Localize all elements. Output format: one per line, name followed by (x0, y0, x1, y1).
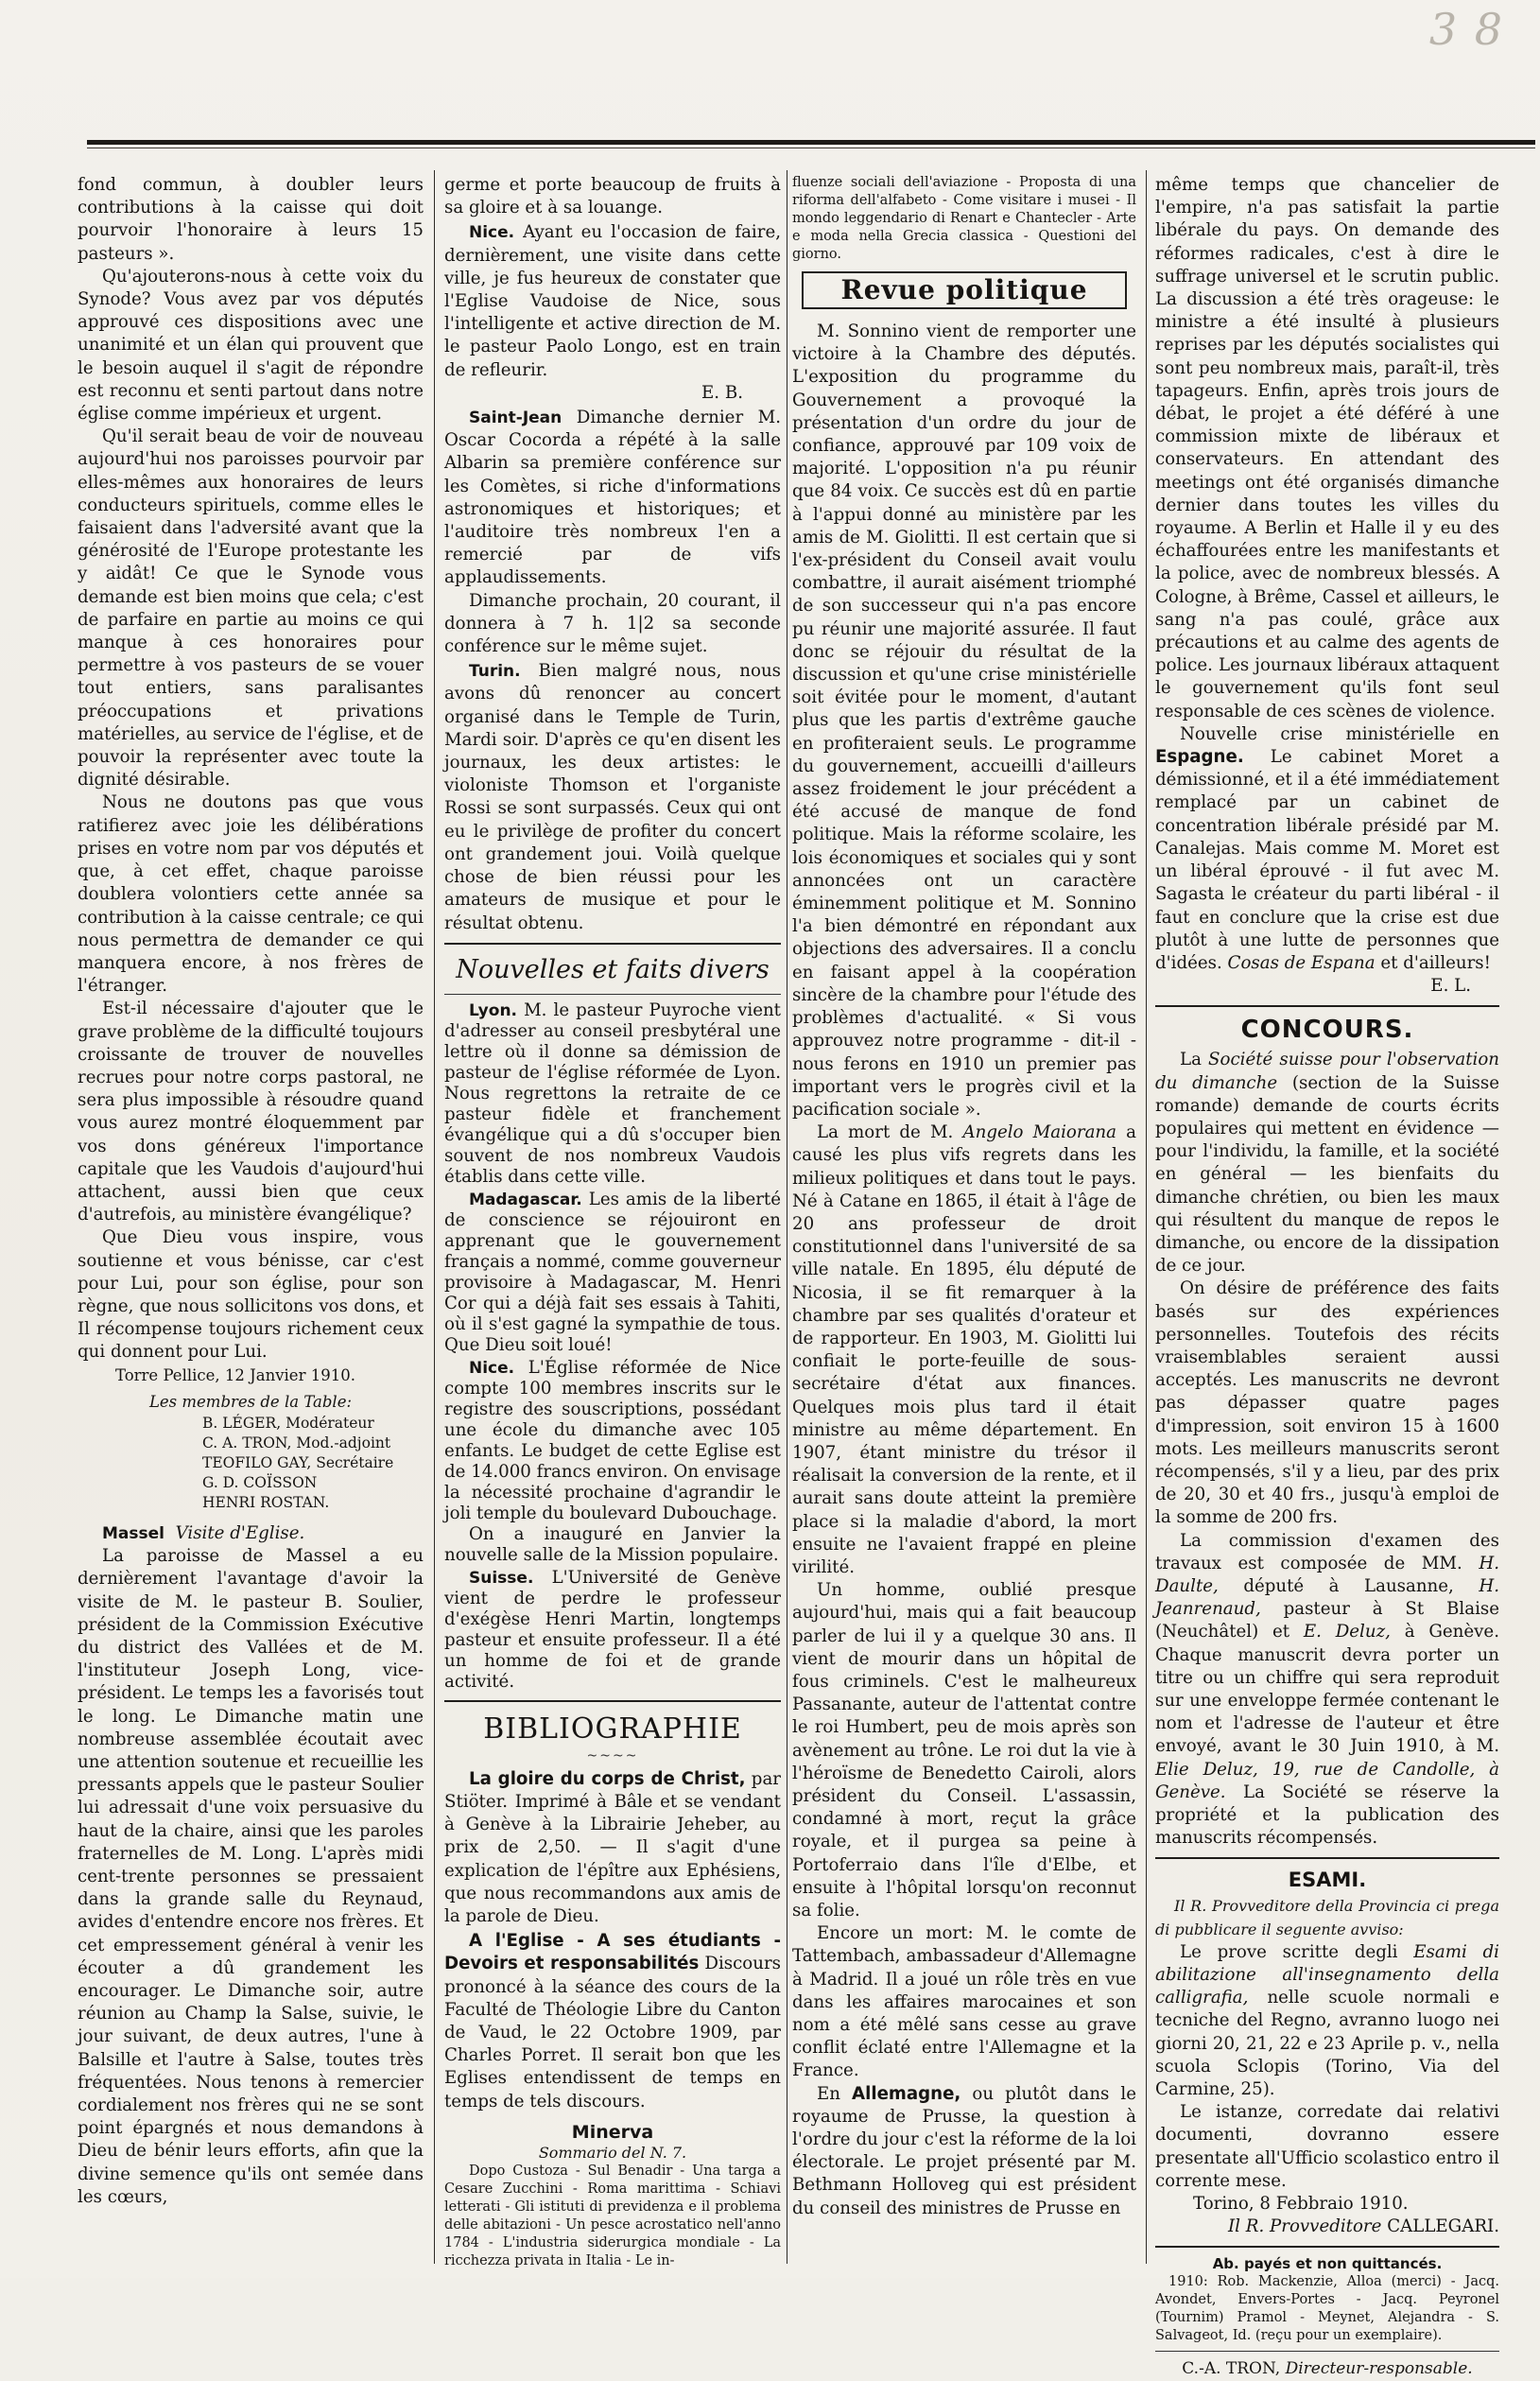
person-name: H. Daulte, (1155, 1553, 1499, 1596)
section-title: ESAMI. (1288, 1868, 1367, 1892)
country-name: Allemagne, (852, 2083, 961, 2104)
article-text: Ayant eu l'occasion de faire, dernièrement, une visite dans cette ville, je fus heureux de constater que l'Eglise Vaudoise de Nice, sous l'intelligente et active direction de M. le pasteur Paolo Longo, est en train de refleurir. (444, 222, 781, 380)
text: à Genève. Chaque manuscrit devra porter un titre ou un chiffre qui sera reproduit sur une enveloppe fermée contenant le nom et l'adresse de l'auteur et être envoyé, avant le 30 Juin 1910, à M. (1155, 1622, 1499, 1757)
title: Il R. Provveditore (1227, 2216, 1382, 2237)
paragraph: Encore un mort: M. le comte de Tattembach, ambassadeur d'Allemagne à Madrid. Il a joué un rôle très en vue dans les affaires marocaines et son nom a été mêlé sans cesse au grave conflit éclaté entre l'Allemagne et la France. (792, 1923, 1136, 2081)
section-rule (1155, 1005, 1499, 1007)
text: Le prove scritte degli (1180, 1941, 1398, 1962)
section-title: CONCOURS. (1240, 1016, 1414, 1045)
minerva-summary-cont: fluenze sociali dell'aviazione - Proposta di una riforma dell'alfabeto - Come visitare i musei - Il mondo leggendario di Renart e Chantecler - Arte e moda nella Grecia classica - Questioni del giorno. (792, 175, 1136, 262)
paragraph: La paroisse de Massel a eu dernièrement l'avantage d'avoir la visite de M. le pasteur B. Soulier, président de la Commission Exécutive du district des Vallées et de M. l'instituteur Joseph Long, vice-président. Le temps les a favorisés tout le long. Le Dimanche matin une nombreuse assemblée écoutait avec une attention soutenue et recueillie les pressants appels que le pasteur Soulier lui adressait d'une voix persuasive du haut de la chaire, ainsi que les paroles fraternelles de M. Long. L'après midi cent-trente personnes se pressaient dans la grande salle du Reynaud, avides d'entendre encore nos frères. Et cet empressement général à venir les écouter a dû grandement les encourager. Le Dimanche soir, autre réunion au Champ la Salse, suivie, le jour suivant, de deux autres, l'une à Balsille et l'autre à Salse, toutes très fréquentées. Nous tenons à remercier cordialement nos frères qui ne se sont point épargnés et nous demandons à Dieu de bénir leurs efforts, afin que la divine semence qu'ils ont semée dans les cœurs, (78, 1546, 424, 2207)
book-text: par Stiöter. Imprimé à Bâle et se vendant à Genève à la Librairie Jeheber, au prix de 2,50. — Il s'agit d'une explication de l'épître aux Ephésiens, que nous recommandons aux amis de la parole de Dieu. (444, 1768, 781, 1926)
paragraph: Nous ne doutons pas que vous ratifierez avec joie les délibérations prises en votre nom par vos députés et que, à cet effet, chaque paroisse doublera volontiers cette année sa contribution à la caisse centrale; ce qui nous permettra de demander ce qui manquera encore, à nos frères de l'étranger. (78, 792, 424, 997)
text: La commission d'examen des travaux est composée de MM. (1155, 1530, 1499, 1573)
esami-signature (1155, 2216, 1499, 2238)
paragraph: Qu'ajouterons-nous à cette voix du Synode? Vous avez par vos députés approuvé ces dispositions avec une unanimité et un élan qui prouvent que le besoin auquel il s'agit de répondre est reconnu et senti partout dans notre église comme impérieux et urgent. (78, 266, 424, 425)
madagascar-article (444, 1190, 781, 1356)
column-divider (1146, 170, 1147, 2264)
esami-intro: Il R. Provveditore della Provincia ci prega di pubblicare il seguente avviso: (1155, 1897, 1499, 1938)
article-text: M. le pasteur Puyroche vient d'adresser au conseil presbytéral une lettre où il donne sa démission de pasteur de l'église réformée de Lyon. Nous regrettons la retraite de ce pasteur fidèle et franchement évangélique qui a dû s'occuper bien souvent de nos nombreux Vaudois établis dans cette ville. (444, 999, 781, 1187)
concours-p3 (1155, 1530, 1499, 1851)
nice-article (444, 221, 781, 381)
paragraph: fond commun, à doubler leurs contributions à la caisse qui doit pourvoir l'honoraire à leurs 15 pasteurs ». (78, 175, 424, 264)
member-name: TEOFILO GAY, Secrétaire (202, 1453, 394, 1471)
article-heading: Suisse. (469, 1568, 534, 1588)
person-name: Angelo Maiorana (962, 1122, 1116, 1143)
paragraph: Que Dieu vous inspire, vous soutienne et vous bénisse, car c'est pour Lui, pour son église, pour son règne, que nous sollicitons vos dons, et Il récompense toujours richement ceux qui donnent pour Lui. (78, 1227, 424, 1363)
paragraph: Qu'il serait beau de voir de nouveau aujourd'hui nos paroisses pourvoir par elles-mêmes aux honoraires de leurs conducteurs spirituels, comme elles le faisaient dans l'adversité avant que la générosité de l'Europe protestante les y aidât! Ce que le Synode vous demande est bien moins que cela; c'est de parfaire en partie au moins ce qui manque à ces honoraires pour permettre à vos pasteurs de se vouer tout entiers, sans paralisantes préoccupations et privations matérielles, au service de l'église, et de pouvoir la représenter avec toute la dignité désirable. (78, 426, 424, 791)
section-title: BIBLIOGRAPHIE (483, 1712, 742, 1746)
espagne-paragraph (1155, 723, 1499, 975)
exam-name: Esami di abilitazione all'insegnamento della calligrafia, (1155, 1941, 1499, 2008)
section-rule (1155, 2351, 1499, 2352)
signature: E. L. (1430, 976, 1471, 997)
column-1 (78, 174, 424, 2264)
section-title: Ab. payés et non quittancés. (1212, 2255, 1443, 2273)
text: député à Lausanne, (1243, 1575, 1454, 1596)
dateline: Torre Pellice, 12 Janvier 1910. (115, 1365, 355, 1384)
article-text: Bien malgré nous, nous avons dû renoncer au concert organisé dans le Temple de Turin, Mardi soir. D'après ce qu'en disent les journaux, les deux artistes: le violoniste Thomson et l'organiste Rossi se sont surpassés. Ceux qui ont eu le privilège de profiter du concert ont grandement joui. Voilà quelque chose de bien réussi pour les amateurs de musique et pour le résultat obtenu. (444, 661, 781, 933)
article-subheading: Visite d'Eglise. (175, 1522, 305, 1543)
eglise-entry (444, 1930, 781, 2113)
book-title: A l'Eglise - A ses étudiants - Devoirs et responsabilités (444, 1931, 781, 1974)
member-name: G. D. COÏSSON (202, 1473, 318, 1491)
section-rule (444, 994, 781, 995)
article-text: L'Université de Genève vient de perdre le professeur d'exégèse Henri Martin, longtemps pasteur et ensuite professeur. Il a été un homme de foi et de grande activité. (444, 1567, 781, 1692)
paragraph: On a inauguré en Janvier la nouvelle salle de la Mission populaire. (444, 1523, 781, 1565)
section-title: Revue politique (802, 271, 1127, 309)
article-heading: Nice. (469, 1358, 515, 1378)
paragraph: Un homme, oublié presque aujourd'hui, mais qui a fait beaucoup parler de lui il y a quelque 30 ans. Il vient de mourir dans un hôpital de fous criminels. C'est le malheureux Passanante, auteur de l'attentat contre le roi Humbert, peu de mois après son avènement au trône. Le roi dut la vie à l'héroïsme de Benedetto Cairoli, alors président du Conseil. L'assassin, condamné à mort, reçut la grâce royale, et il purgea sa peine à Portoferraio dans l'île d'Elbe, et ensuite à l'hôpital lorsqu'on reconnut sa folie. (792, 1580, 1136, 1921)
text: Nouvelle crise ministérielle en (1180, 723, 1499, 744)
editor-name: C.-A. TRON, (1182, 2359, 1281, 2379)
article-heading: Massel (102, 1523, 164, 1543)
text: et d'ailleurs! (1380, 952, 1491, 973)
header-rule (87, 140, 1535, 145)
member-name: C. A. TRON, Mod.-adjoint (202, 1434, 391, 1451)
minerva-title: Minerva (571, 2121, 654, 2143)
section-rule (444, 1700, 781, 1702)
section-rule (444, 943, 781, 945)
massel-article (78, 1522, 424, 1545)
section-rule (1155, 1857, 1499, 1859)
article-text: L'Église réformée de Nice compte 100 membres inscrits sur le registre des souscriptions, possédant une école du dimanche avec 105 enfants. Le budget de cette Eglise est de 14.000 francs environ. On envisage la nécessité prochaine d'agrandir le joli temple du boulevard Dubouchage. (444, 1357, 781, 1523)
turin-article (444, 660, 781, 934)
society-name: Société suisse pour l'observation du dimanche (1155, 1050, 1499, 1093)
person-name: E. Deluz, (1303, 1622, 1391, 1642)
suisse-article (444, 1568, 781, 1693)
article-text: Les amis de la liberté de conscience se réjouiront en apprenant que le gouvernement français a nommé, comme gouverneur provisoire à Madagascar, M. Henri Cor qui a déjà fait ses essais à Tahiti, où il s'est gagné la sympathie de tous. Que Dieu soit loué! (444, 1189, 781, 1355)
article-heading: Lyon. (469, 1000, 517, 1020)
gloire-entry (444, 1768, 781, 1928)
column-divider (434, 170, 435, 2264)
column-2 (444, 174, 781, 2268)
text: En (817, 2083, 840, 2104)
text: (section de la Suisse romande) demande de courts écrits populaires qui mettent en évidence — pour l'individu, la famille, et la société en général — les bienfaits du dimanche chrétien, ou bien les maux qui résultent du manque de repos le dimanche, ou encore de la dissipation de ce jour. (1155, 1072, 1499, 1277)
dateline: Torino, 8 Febbraio 1910. (1193, 2194, 1409, 2215)
paragraph: On désire de préférence des faits basés sur des expériences personnelles. Toutefois des récits vraisemblables seraient aussi acceptés. Les manuscrits ne devront pas dépasser quatre pages d'impression, soit environ 15 à 1600 mots. Les meilleurs manuscrits seront récompensés, s'il y a lieu, par des prix de 20, 30 et 40 frs., jusqu'à emploi de la somme de 200 frs. (1155, 1278, 1499, 1528)
article-heading: Nice. (469, 223, 515, 243)
allemagne-paragraph (792, 2083, 1136, 2220)
book-text: Discours prononcé à la séance des cours de la Faculté de Théologie Libre du Canton de Vaud, le 22 Octobre 1909, par Charles Porret. Il serait bon que les Eglises entendissent de temps en temps de tels discours. (444, 1954, 781, 2112)
text: La Société se réserve la propriété et la publication des manuscrits récompensés. (1155, 1781, 1499, 1849)
text: pasteur à St Blaise (Neuchâtel) et (1155, 1599, 1499, 1642)
concours-p1 (1155, 1049, 1499, 1277)
text: ou plutôt dans le royaume de Prusse, la question à l'ordre du jour c'est la réforme de la loi électorale. Le projet présenté par M. Bethmann Holloveg qui est président du conseil des ministres de Prusse en (792, 2083, 1136, 2218)
minerva-summary: Dopo Custoza - Sul Benadir - Una targa a Cesare Zucchini - Roma marittima - Schiavi letterati - Gli istituti di previdenza e il problema delle abitazioni - Un pesce acrostatico nell'anno 1784 - L'industria siderurgica mondiale - La ricchezza privata in Italia - Le in- (444, 2163, 781, 2268)
article-heading: Madagascar. (469, 1190, 582, 1209)
text: La (1180, 1050, 1202, 1070)
paragraph: M. Sonnino vient de remporter une victoire à la Chambre des députés. L'exposition du programme du Gouvernement a provoqué la présentation d'un ordre du jour de confiance, approuvé par 109 voix de majorité. L'opposition n'a pu réunir que 84 voix. Ce succès est dû en partie à l'appui donné au ministère par les amis de M. Giolitti. Il est certain que si l'ex-président du Conseil avait voulu combattre, il aurait aisément triomphé de son successeur qui n'a pas encore pu réunir une majorité assurée. Il faut donc se réjouir du résultat de la discussion et qu'une crise ministérielle soit évitée pour le moment, d'autant plus que les partis d'extrême gauche en profiteraient seuls. Le programme du gouvernement, accueilli d'ailleurs assez froidement le jour précédent a été accusé de manque de fond politique. Mais la réforme scolaire, les lois économiques et sociales qui y sont annoncées ont un caractère éminemment politique et M. Sonnino l'a bien démontré en répondant aux objections des adversaires. Il a conclu en faisant appel à la coopération sincère de la chambre pour l'étude des problèmes d'actualité. « Si vous approuvez notre programme - dit-il - nous ferons en 1910 un premier pas important vers le progrès civil et la pacification sociale ». (792, 322, 1136, 1120)
members-title: Les membres de la Table: (148, 1392, 353, 1411)
text: La mort de M. (817, 1122, 954, 1143)
paragraph: germe et porte beaucoup de fruits à sa gloire et à sa louange. (444, 175, 781, 218)
page-folio: 3 8 (1428, 4, 1504, 55)
text: nelle scuole normali e tecniche del Regno, avranno luogo nei giorni 20, 21, 22 e 23 Aprile p. v., nella scuola Sclopis (Torino, Via del Carmine, 25). (1155, 1988, 1499, 2100)
section-rule (1155, 2246, 1499, 2248)
book-title: La gloire du corps de Christ, (469, 1768, 746, 1789)
paragraph: même temps que chancelier de l'empire, n'a pas satisfait la partie libérale du pays. On demande des réformes radicales, c'est à dire le suffrage universel et le scrutin public. La discussion a été très orageuse: le ministre a été insulté à plusieurs reprises par les députés socialistes qui sont peu nombreux mais, paraît-il, très tapageurs. Enfin, après trois jours de débat, le projet a été déféré à une commission mixte de libéraux et conservateurs. En attendant des meetings ont été organisés dimanche dernier dans toutes les villes du royaume. A Berlin et Halle il y eu des échaffourées entre les manifestants et la police, avec de nombreux blessés. A Cologne, à Brême, Cassel et ailleurs, le sang n'a pas coulé, grâce aux précautions et au calme des agents de police. Les journaux libéraux attaquent le gouvernement qu'ils font seul responsable de ces scènes de violence. (1155, 175, 1499, 721)
subscribers-list: 1910: Rob. Mackenzie, Alloa (merci) - Jacq. Avondet, Envers-Portes - Jacq. Peyronel (Tournim) Pramol - Meynet, Alejandra - S. Salvageot, Id. (reçu pour un exemplaire). (1155, 2274, 1499, 2344)
editor-role: Directeur-responsable. (1285, 2359, 1473, 2379)
column-4 (1155, 174, 1499, 2379)
paragraph: Est-il nécessaire d'ajouter que le grave problème de la difficulté toujours croissante de trouver de nouvelles recrues pour notre corps pastoral, ne sera plus impossible à résoudre quand vous aurez montré éloquemment par vos dons généreux l'importance capitale que les Vaudois d'aujourd'hui attachent, aussi bien que ceux d'autrefois, au ministère évangélique? (78, 999, 424, 1225)
member-name: HENRI ROSTAN. (202, 1493, 330, 1511)
column-3 (792, 174, 1136, 2264)
name: CALLEGARI. (1387, 2216, 1499, 2237)
article-text: Dimanche dernier M. Oscar Cocorda a répété à la salle Albarin sa première conférence sur les Comètes, si riche d'informations astronomiques et historiques; et l'auditoire très nombreux l'en a remercié par de vifs applaudissements. (444, 408, 781, 588)
section-title: Nouvelles et faits divers (456, 954, 770, 984)
member-name: B. LÉGER, Modérateur (202, 1414, 374, 1432)
maiorana-paragraph (792, 1121, 1136, 1579)
paragraph: Dimanche prochain, 20 courant, il donnera à 7 h. 1|2 sa seconde conférence sur le même sujet. (444, 590, 781, 657)
quote: Cosas de Espana (1227, 952, 1376, 973)
paragraph: Le istanze, corredate dai relativi documenti, dovranno essere presentate all'Ufficio scolastico entro il corrente mese. (1155, 2102, 1499, 2191)
country-name: Espagne. (1155, 747, 1244, 768)
editor-line (1155, 2357, 1499, 2380)
article-heading: Saint-Jean (469, 408, 562, 428)
nice-news-article (444, 1358, 781, 1524)
esami-p1 (1155, 1941, 1499, 2101)
person-name: H. Jeanrenaud, (1155, 1575, 1499, 1620)
article-heading: Turin. (469, 662, 521, 682)
text: a causé les plus vifs regrets dans les milieux politiques et dans tout le pays. Né à Catane en 1865, il était à l'âge de 20 ans professeur de droit constitutionnel dans l'université de sa ville natale. En 1895, élu député de Nicosia, il se fit remarquer à la chambre par ses qualités d'orateur et de rapporteur. En 1903, M. Giolitti lui confiait le porte-feuille de sous-secrétaire d'état aux finances. Quelques mois plus tard il était ministre au même département. En 1907, étant ministre du trésor il réalisait la conversion de la rente, et il aurait sans doute atteint la première place si la maladie d'abord, la mort ensuite ne l'avaient frappé en pleine virilité. (792, 1122, 1136, 1577)
signature: E. B. (701, 382, 743, 403)
stjean-article (444, 407, 781, 590)
address: Elie Deluz, 19, rue de Candolle, à Genève. (1155, 1759, 1499, 1802)
minerva-subtitle: Sommario del N. 7. (538, 2143, 687, 2162)
lyon-article (444, 1000, 781, 1188)
text: Le cabinet Moret a démissionné, et il a été immédiatement remplacé par un cabinet de concentration libérale présidé par M. Canalejas. Mais comme M. Moret est un libéral éprouvé - il fut avec M. Sagasta le créateur du parti libéral - il faut en conclure que la crise est due plutôt à une lutte de personnes que d'idées. (1155, 747, 1499, 973)
ornament: ~~~~ (586, 1747, 639, 1764)
